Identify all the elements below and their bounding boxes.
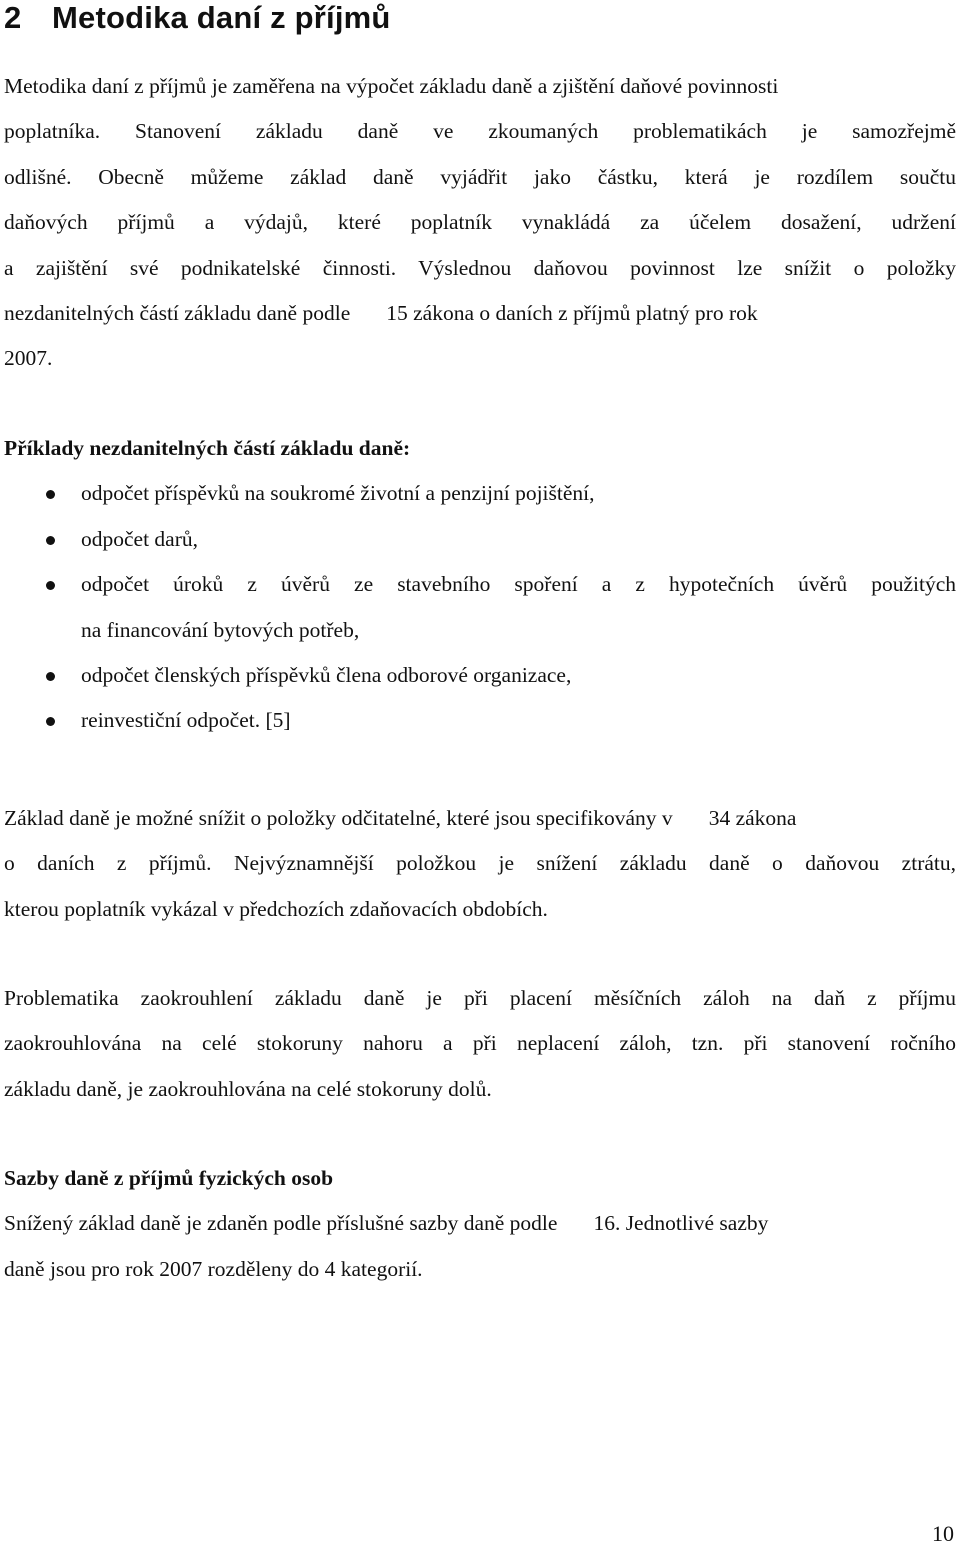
bullet-icon [46,536,55,545]
text-segment: nezdanitelných částí základu daně podle [4,300,351,325]
chapter-number: 2 [4,0,22,35]
chapter-heading [4,0,391,40]
list-item-text: reinvestiční odpočet. [5] [81,708,291,733]
text-segment: Základ daně je možné snížit o položky odčitatelné, které jsou specifikovány v [4,806,673,830]
page-number: 10 [932,1521,954,1546]
text-line [4,1201,956,1246]
text-segment: 34 zákona [708,806,797,830]
text-line: daňových příjmů a výdajů, které poplatník vynakládá za účelem dosažení, udržení [4,210,956,235]
text-line [4,796,956,841]
tax-rates-section [4,1156,956,1292]
text-line: Metodika daní z příjmů je zaměřena na výpočet základu daně a zjištění daňové povinnosti [4,74,779,98]
list-item [4,562,956,607]
deductions-paragraph [4,796,956,932]
bullet-icon [46,581,55,590]
list-item-text: na financování bytových potřeb, [81,617,360,642]
text-line: zaokrouhlována na celé stokoruny nahoru a při neplacení záloh, tzn. při stanovení ročního [4,1031,956,1056]
bullet-icon [46,717,55,726]
list-item-text: odpočet příspěvků na soukromé životní a penzijní pojištění, [81,481,595,506]
text-line: odlišné. Obecně můžeme základ daně vyjádřit jako částku, která je rozdílem součtu [4,164,956,189]
text-line: poplatníka. Stanovení základu daně ve zkoumaných problematikách je samozřejmě [4,119,956,144]
list-item-text: odpočet úroků z úvěrů ze stavebního spoření a z hypotečních úvěrů použitých [81,572,956,597]
examples-section [4,426,956,744]
text-line: Problematika zaokrouhlení základu daně je při placení měsíčních záloh na daň z příjmu [4,986,956,1010]
tax-rates-title: Sazby daně z příjmů fyzických osob [4,1166,334,1190]
text-line: 2007. [4,346,53,371]
list-item [4,471,956,516]
intro-paragraph [4,64,956,382]
text-line: kterou poplatník vykázal v předchozích zdaňovacích obdobích. [4,896,548,921]
text-segment: Snížený základ daně je zdaněn podle příslušné sazby daně podle [4,1211,558,1236]
list-item-text: odpočet členských příspěvků člena odborové organizace, [81,662,572,687]
text-segment: 15 zákona o daních z příjmů platný pro rok [386,300,758,325]
list-item-text: odpočet darů, [81,526,199,551]
bullet-icon [46,490,55,499]
text-line: základu daně, je zaokrouhlována na celé stokoruny dolů. [4,1076,492,1101]
bullet-icon [46,672,55,681]
examples-title: Příklady nezdanitelných částí základu daně: [4,436,411,460]
rounding-paragraph [4,976,956,1112]
text-segment: 16. Jednotlivé sazby [593,1211,769,1236]
text-line: o daních z příjmů. Nejvýznamnější položkou je snížení základu daně o daňovou ztrátu, [4,851,956,876]
list-item-continuation [4,608,956,653]
list-item [4,517,956,562]
list-item [4,698,956,743]
text-line: a zajištění své podnikatelské činnosti. Výslednou daňovou povinnost lze snížit o položky [4,255,956,280]
text-line: daně jsou pro rok 2007 rozděleny do 4 kategorií. [4,1256,423,1281]
text-line [4,291,956,336]
chapter-title: Metodika daní z příjmů [52,0,391,35]
list-item [4,653,956,698]
